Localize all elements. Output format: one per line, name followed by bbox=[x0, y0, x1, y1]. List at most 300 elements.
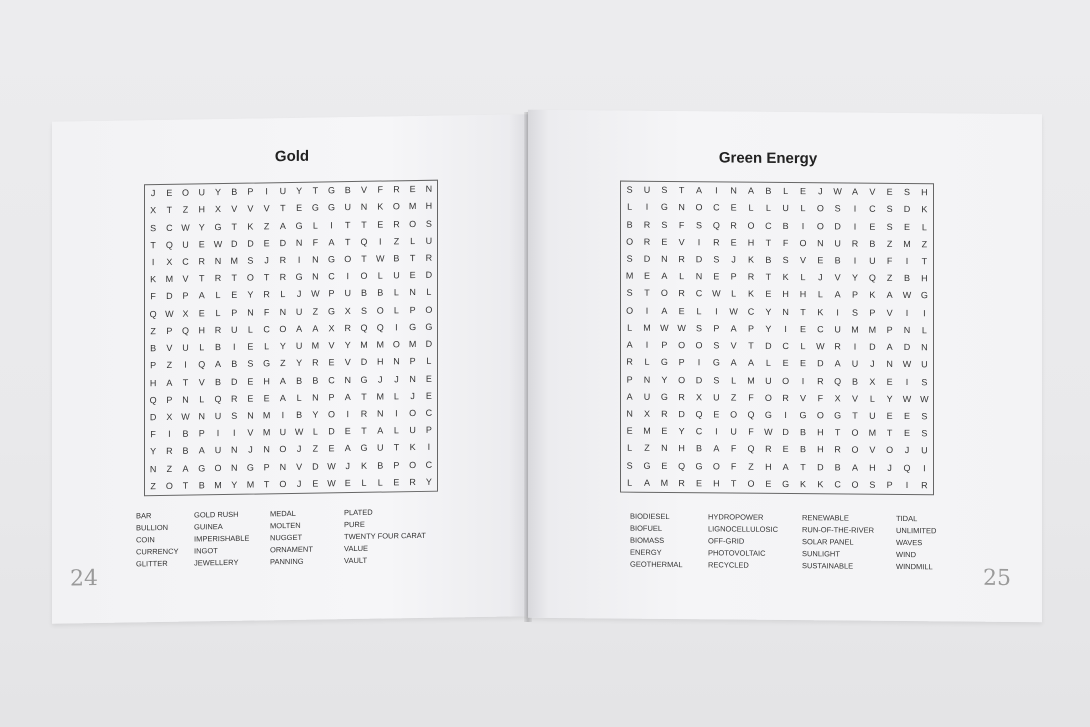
word-list-item: GUINEA bbox=[194, 522, 223, 532]
grid-letter: B bbox=[182, 428, 189, 439]
grid-letter: R bbox=[782, 392, 789, 403]
right-page bbox=[528, 110, 1042, 622]
grid-letter: R bbox=[834, 341, 841, 352]
grid-letter: E bbox=[425, 390, 432, 401]
grid-letter: I bbox=[216, 428, 220, 439]
grid-letter: W bbox=[375, 253, 385, 264]
grid-letter: O bbox=[660, 288, 668, 299]
grid-letter: G bbox=[328, 305, 336, 317]
grid-letter: B bbox=[214, 376, 221, 387]
grid-letter: N bbox=[817, 238, 824, 249]
grid-letter: B bbox=[799, 444, 806, 455]
grid-letter: B bbox=[799, 427, 806, 438]
grid-letter: O bbox=[851, 479, 859, 490]
grid-letter: K bbox=[377, 201, 384, 212]
grid-letter: T bbox=[361, 391, 367, 402]
grid-letter: X bbox=[869, 376, 876, 387]
grid-letter: U bbox=[344, 288, 352, 299]
grid-letter: E bbox=[263, 238, 270, 249]
grid-letter: V bbox=[263, 203, 270, 214]
grid-letter: B bbox=[903, 273, 910, 284]
grid-letter: G bbox=[263, 358, 271, 369]
grid-letter: Q bbox=[903, 462, 911, 473]
grid-letter: P bbox=[626, 374, 633, 385]
grid-letter: Y bbox=[886, 393, 893, 404]
grid-letter: T bbox=[834, 427, 841, 438]
grid-letter: U bbox=[279, 427, 287, 438]
grid-letter: A bbox=[166, 377, 173, 388]
grid-letter: N bbox=[279, 306, 287, 317]
word-list-item: TWENTY FOUR CARAT bbox=[344, 530, 426, 542]
grid-letter: E bbox=[799, 186, 806, 197]
grid-letter: U bbox=[214, 445, 222, 456]
grid-letter: M bbox=[360, 339, 368, 350]
grid-letter: L bbox=[215, 307, 221, 318]
grid-letter: K bbox=[869, 290, 876, 301]
grid-letter: H bbox=[921, 273, 928, 284]
grid-letter: L bbox=[312, 220, 318, 231]
grid-letter: P bbox=[869, 307, 876, 318]
grid-letter: G bbox=[311, 202, 319, 213]
grid-letter: I bbox=[378, 236, 382, 247]
grid-letter: P bbox=[328, 392, 335, 403]
grid-letter: A bbox=[279, 392, 286, 403]
grid-letter: T bbox=[361, 219, 367, 230]
grid-letter: D bbox=[425, 338, 433, 349]
grid-letter: P bbox=[747, 323, 754, 334]
grid-letter: S bbox=[921, 411, 928, 422]
grid-letter: E bbox=[730, 237, 737, 248]
grid-letter: T bbox=[886, 428, 893, 439]
grid-letter: Q bbox=[747, 444, 755, 455]
grid-letter: U bbox=[425, 235, 433, 246]
grid-letter: I bbox=[645, 202, 649, 213]
word-list-item: IMPERISHABLE bbox=[194, 533, 250, 544]
grid-letter: S bbox=[713, 340, 720, 351]
grid-letter: O bbox=[328, 409, 336, 420]
grid-letter: Q bbox=[182, 325, 190, 336]
left-page bbox=[52, 114, 528, 623]
grid-letter: N bbox=[344, 374, 352, 385]
grid-letter: U bbox=[643, 391, 651, 402]
grid-letter: E bbox=[344, 426, 351, 437]
grid-letter: H bbox=[782, 289, 789, 300]
grid-letter: G bbox=[328, 254, 336, 265]
word-list-item: RECYCLED bbox=[708, 560, 749, 570]
grid-letter: N bbox=[661, 253, 668, 264]
grid-letter: G bbox=[782, 478, 790, 489]
grid-letter: N bbox=[409, 373, 416, 384]
grid-letter: H bbox=[817, 427, 824, 438]
grid-letter: N bbox=[360, 202, 368, 213]
grid-letter: N bbox=[312, 271, 319, 282]
grid-letter: T bbox=[852, 410, 858, 421]
grid-letter: L bbox=[679, 271, 685, 282]
grid-letter: U bbox=[713, 392, 720, 403]
grid-letter: X bbox=[344, 305, 351, 316]
grid-letter: D bbox=[328, 426, 335, 437]
grid-letter: S bbox=[834, 203, 841, 214]
grid-letter: S bbox=[425, 218, 432, 229]
grid-letter: O bbox=[409, 459, 417, 470]
grid-letter: V bbox=[231, 204, 238, 215]
grid-letter: N bbox=[312, 254, 319, 265]
grid-letter: M bbox=[262, 427, 271, 438]
grid-letter: C bbox=[765, 220, 772, 231]
grid-letter: E bbox=[903, 221, 910, 232]
grid-letter: O bbox=[626, 305, 634, 316]
word-list-item: PHOTOVOLTAIC bbox=[708, 548, 766, 558]
grid-letter: O bbox=[392, 339, 400, 350]
word-list-item: RUN-OF-THE-RIVER bbox=[802, 525, 875, 535]
grid-letter: F bbox=[817, 393, 824, 404]
grid-letter: B bbox=[626, 219, 633, 230]
grid-letter: O bbox=[747, 220, 755, 231]
grid-letter: B bbox=[869, 238, 876, 249]
grid-letter: D bbox=[166, 291, 173, 302]
grid-letter: L bbox=[627, 477, 633, 488]
grid-letter: T bbox=[345, 219, 351, 230]
grid-letter: G bbox=[660, 357, 668, 368]
word-list-item: MEDAL bbox=[270, 508, 296, 519]
grid-letter: Z bbox=[182, 204, 189, 216]
grid-letter: H bbox=[198, 204, 206, 215]
grid-letter: N bbox=[230, 445, 238, 456]
grid-letter: E bbox=[409, 184, 416, 195]
word-list-item: WINDMILL bbox=[896, 561, 933, 572]
grid-letter: L bbox=[361, 477, 367, 488]
grid-letter: T bbox=[361, 253, 367, 264]
grid-letter: U bbox=[295, 306, 303, 317]
grid-letter: R bbox=[678, 477, 685, 489]
grid-letter: I bbox=[151, 257, 155, 268]
grid-letter: W bbox=[660, 322, 669, 333]
grid-letter: H bbox=[678, 443, 685, 454]
grid-letter: F bbox=[748, 426, 754, 437]
grid-letter: D bbox=[230, 376, 238, 387]
grid-letter: V bbox=[198, 376, 205, 387]
grid-letter: E bbox=[626, 425, 633, 436]
grid-letter: I bbox=[853, 203, 857, 214]
grid-letter: Q bbox=[149, 394, 157, 405]
grid-letter: S bbox=[713, 254, 720, 265]
grid-letter: J bbox=[904, 445, 910, 456]
grid-letter: W bbox=[165, 308, 174, 319]
grid-letter: C bbox=[782, 341, 789, 352]
word-list-item: BULLION bbox=[136, 522, 169, 533]
word-list-item: BIODIESEL bbox=[630, 511, 670, 521]
grid-letter: R bbox=[312, 357, 319, 368]
grid-letter: H bbox=[198, 325, 206, 336]
grid-letter: I bbox=[905, 307, 909, 318]
grid-letter: W bbox=[294, 427, 304, 438]
grid-letter: L bbox=[800, 341, 806, 352]
grid-letter: O bbox=[376, 305, 384, 316]
grid-letter: P bbox=[409, 304, 416, 315]
grid-letter: N bbox=[230, 462, 238, 473]
word-list-item: LIGNOCELLULOSIC bbox=[708, 524, 779, 534]
grid-letter: U bbox=[295, 340, 303, 352]
grid-letter: W bbox=[311, 288, 320, 300]
grid-letter: N bbox=[376, 408, 384, 419]
grid-letter: E bbox=[713, 271, 720, 282]
grid-letter: M bbox=[660, 477, 669, 488]
grid-letter: N bbox=[678, 202, 685, 213]
grid-letter: P bbox=[231, 307, 238, 318]
grid-letter: T bbox=[199, 273, 205, 284]
grid-letter: V bbox=[851, 393, 858, 404]
grid-letter: S bbox=[150, 222, 157, 233]
grid-letter: H bbox=[425, 201, 433, 212]
grid-letter: L bbox=[731, 288, 737, 300]
grid-letter: I bbox=[297, 254, 301, 265]
grid-letter: V bbox=[834, 272, 841, 283]
grid-letter: G bbox=[425, 321, 433, 332]
grid-letter: N bbox=[782, 306, 789, 317]
grid-letter: O bbox=[851, 445, 859, 456]
grid-letter: J bbox=[264, 255, 269, 266]
grid-letter: A bbox=[695, 185, 702, 196]
grid-letter: B bbox=[765, 254, 772, 265]
grid-letter: B bbox=[214, 342, 221, 353]
grid-letter: W bbox=[816, 341, 825, 352]
grid-letter: Q bbox=[198, 359, 206, 370]
grid-letter: U bbox=[765, 375, 772, 386]
grid-letter: O bbox=[409, 218, 417, 229]
grid-letter: E bbox=[377, 219, 384, 230]
grid-letter: G bbox=[712, 357, 720, 368]
grid-letter: E bbox=[886, 410, 893, 421]
grid-letter: Z bbox=[921, 238, 928, 250]
grid-letter: L bbox=[765, 358, 771, 369]
grid-letter: B bbox=[150, 343, 157, 354]
grid-letter: R bbox=[198, 256, 206, 267]
grid-letter: E bbox=[903, 411, 910, 422]
grid-letter: H bbox=[376, 356, 384, 367]
grid-letter: D bbox=[834, 220, 841, 232]
grid-letter: O bbox=[409, 408, 417, 419]
grid-letter: R bbox=[661, 408, 668, 419]
grid-letter: R bbox=[425, 252, 433, 263]
grid-letter: R bbox=[393, 218, 400, 229]
grid-letter: T bbox=[393, 442, 400, 453]
grid-letter: N bbox=[626, 408, 633, 419]
page-title: Green Energy bbox=[718, 149, 818, 168]
grid-letter: O bbox=[816, 203, 824, 214]
grid-letter: E bbox=[799, 358, 806, 369]
grid-letter: N bbox=[730, 185, 737, 196]
grid-letter: R bbox=[817, 375, 824, 386]
grid-letter: T bbox=[730, 478, 737, 489]
grid-letter: Z bbox=[263, 220, 270, 231]
grid-letter: P bbox=[263, 461, 270, 473]
grid-letter: K bbox=[360, 460, 367, 471]
grid-letter: U bbox=[921, 445, 928, 456]
grid-letter: Q bbox=[214, 393, 222, 404]
word-list-item: CURRENCY bbox=[136, 546, 179, 557]
grid-letter: P bbox=[247, 186, 254, 197]
grid-letter: F bbox=[312, 237, 319, 248]
grid-letter: V bbox=[799, 255, 806, 266]
grid-letter: L bbox=[199, 342, 205, 353]
grid-letter: Q bbox=[712, 219, 720, 230]
grid-letter: W bbox=[677, 322, 686, 334]
grid-letter: M bbox=[311, 340, 320, 351]
grid-letter: U bbox=[730, 426, 737, 437]
grid-letter: O bbox=[695, 340, 703, 351]
word-list-item: INGOT bbox=[194, 546, 218, 556]
grid-letter: A bbox=[626, 339, 633, 350]
grid-letter: P bbox=[409, 356, 416, 367]
word-list-item: VALUE bbox=[344, 543, 369, 554]
grid-letter: B bbox=[198, 480, 205, 491]
grid-letter: L bbox=[215, 290, 221, 301]
grid-letter: G bbox=[246, 462, 254, 473]
grid-letter: S bbox=[921, 428, 928, 439]
page-title: Gold bbox=[274, 147, 310, 166]
grid-letter: G bbox=[198, 462, 206, 474]
grid-letter: Z bbox=[150, 325, 156, 337]
grid-letter: E bbox=[765, 289, 772, 300]
grid-letter: U bbox=[782, 203, 789, 214]
grid-letter: X bbox=[166, 256, 173, 267]
grid-letter: E bbox=[713, 409, 720, 420]
grid-letter: C bbox=[817, 324, 824, 335]
grid-letter: Z bbox=[166, 360, 173, 371]
grid-letter: A bbox=[198, 290, 205, 301]
grid-letter: N bbox=[312, 392, 319, 403]
grid-letter: S bbox=[851, 307, 858, 318]
grid-letter: L bbox=[312, 426, 318, 437]
grid-letter: N bbox=[247, 307, 254, 318]
grid-letter: F bbox=[748, 392, 754, 403]
grid-letter: U bbox=[851, 358, 859, 369]
grid-letter: Q bbox=[360, 322, 368, 333]
grid-letter: L bbox=[869, 393, 875, 404]
grid-letter: G bbox=[360, 374, 368, 385]
grid-letter: Q bbox=[165, 239, 173, 250]
grid-letter: D bbox=[312, 461, 319, 472]
grid-letter: Y bbox=[231, 479, 238, 490]
grid-letter: W bbox=[920, 393, 929, 405]
grid-letter: L bbox=[765, 203, 771, 214]
grid-letter: L bbox=[800, 272, 806, 283]
grid-letter: H bbox=[799, 289, 807, 300]
grid-letter: C bbox=[695, 426, 703, 437]
grid-letter: T bbox=[231, 221, 237, 232]
grid-letter: F bbox=[886, 255, 893, 266]
grid-letter: P bbox=[886, 479, 893, 490]
page-number: 25 bbox=[983, 565, 1011, 591]
grid-letter: H bbox=[869, 462, 876, 473]
grid-letter: S bbox=[626, 288, 633, 299]
grid-letter: L bbox=[377, 270, 383, 281]
grid-letter: G bbox=[764, 409, 772, 420]
grid-letter: B bbox=[695, 443, 702, 454]
grid-letter: Z bbox=[730, 392, 737, 403]
grid-letter: O bbox=[712, 461, 720, 472]
grid-letter: J bbox=[296, 289, 302, 300]
grid-letter: R bbox=[730, 220, 737, 231]
grid-letter: W bbox=[327, 478, 336, 489]
grid-letter: G bbox=[214, 221, 222, 232]
grid-letter: E bbox=[869, 221, 876, 232]
grid-letter: C bbox=[425, 407, 433, 418]
grid-letter: T bbox=[678, 185, 685, 196]
grid-letter: A bbox=[328, 237, 335, 248]
grid-letter: R bbox=[279, 255, 287, 266]
grid-letter: S bbox=[661, 185, 668, 196]
grid-letter: W bbox=[833, 186, 842, 197]
grid-letter: D bbox=[279, 237, 287, 248]
word-list-item: TIDAL bbox=[896, 513, 918, 524]
grid-letter: Y bbox=[150, 446, 157, 457]
grid-letter: Y bbox=[214, 187, 221, 198]
grid-letter: A bbox=[886, 290, 893, 301]
grid-letter: O bbox=[782, 375, 790, 386]
grid-letter: F bbox=[678, 219, 685, 230]
grid-letter: O bbox=[182, 187, 190, 198]
grid-letter: R bbox=[360, 408, 368, 419]
grid-letter: R bbox=[214, 324, 222, 336]
grid-letter: J bbox=[818, 272, 823, 283]
grid-letter: Z bbox=[393, 236, 400, 247]
grid-letter: J bbox=[345, 460, 351, 471]
grid-letter: E bbox=[166, 187, 173, 199]
grid-letter: G bbox=[660, 391, 668, 402]
grid-letter: L bbox=[644, 357, 650, 368]
grid-letter: E bbox=[782, 358, 789, 369]
grid-letter: D bbox=[817, 461, 824, 472]
grid-letter: T bbox=[263, 479, 270, 490]
grid-letter: N bbox=[921, 342, 928, 353]
grid-letter: R bbox=[230, 393, 238, 404]
grid-letter: I bbox=[395, 322, 398, 333]
grid-letter: O bbox=[246, 272, 254, 283]
grid-letter: J bbox=[410, 390, 415, 401]
grid-letter: C bbox=[713, 202, 720, 213]
grid-letter: F bbox=[730, 443, 737, 455]
grid-letter: A bbox=[747, 358, 754, 369]
grid-letter: Y bbox=[279, 341, 286, 352]
grid-letter: G bbox=[695, 460, 703, 471]
word-list-column bbox=[194, 509, 249, 570]
grid-letter: C bbox=[182, 256, 189, 267]
grid-letter: D bbox=[643, 253, 651, 264]
grid-letter: I bbox=[645, 339, 649, 350]
grid-letter: P bbox=[886, 324, 893, 335]
grid-letter: O bbox=[816, 220, 824, 231]
grid-letter: R bbox=[747, 271, 755, 282]
grid-letter: R bbox=[643, 236, 651, 247]
word-list-item: COIN bbox=[136, 535, 155, 545]
grid-letter: G bbox=[328, 185, 336, 196]
grid-letter: O bbox=[626, 236, 634, 247]
word-list-item: SUSTAINABLE bbox=[802, 561, 854, 571]
grid-letter: S bbox=[695, 323, 702, 334]
grid-letter: E bbox=[312, 478, 319, 489]
grid-letter: R bbox=[166, 446, 173, 457]
grid-letter: B bbox=[231, 186, 238, 198]
grid-letter: J bbox=[150, 188, 156, 199]
word-list-column bbox=[896, 513, 936, 573]
grid-letter: X bbox=[166, 411, 173, 422]
grid-letter: X bbox=[150, 205, 157, 216]
grid-letter: Y bbox=[425, 476, 432, 487]
grid-letter: K bbox=[817, 479, 824, 490]
grid-letter: M bbox=[165, 274, 174, 285]
grid-letter: B bbox=[344, 185, 351, 196]
